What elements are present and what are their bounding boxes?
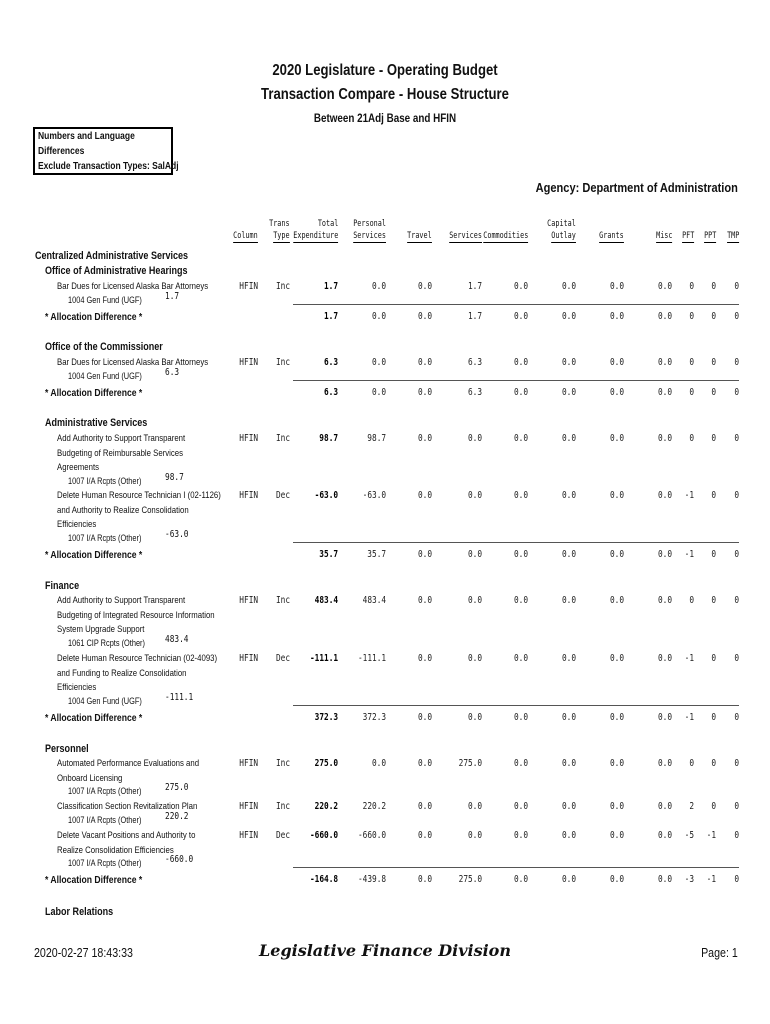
amount-cell: 0 (734, 758, 739, 769)
amount-cell: 0.0 (657, 357, 672, 368)
fund-amount: 98.7 (165, 471, 184, 483)
amount-cell: 0.0 (609, 595, 624, 606)
total-rule (293, 380, 739, 381)
column-value: HFIN (239, 653, 258, 664)
amount-cell: 0 (711, 281, 716, 292)
amount-cell: 0.0 (371, 311, 386, 322)
amount-cell: 0 (734, 549, 739, 560)
allocation-title: Administrative Services (45, 417, 148, 429)
report-title: 2020 Legislature - Operating Budget (272, 62, 498, 79)
trans-type-value: Inc (275, 357, 290, 368)
amount-cell: 0.0 (561, 490, 576, 501)
amount-cell: 0.0 (657, 490, 672, 501)
note-line: Exclude Transaction Types: SalAdj (38, 161, 179, 172)
fund-amount: -63.0 (165, 528, 189, 540)
fund-source: 1007 I/A Rcpts (Other) (68, 858, 142, 868)
transaction-description: Efficiencies (57, 682, 97, 693)
amount-cell: 0 (734, 801, 739, 812)
amount-cell: 0 (734, 874, 739, 885)
amount-cell: -660.0 (357, 830, 386, 841)
allocation-title: Office of the Commissioner (45, 341, 163, 353)
amount-cell: 220.2 (362, 801, 386, 812)
amount-cell: -439.8 (357, 874, 386, 885)
col-header-ppt: PPT (703, 231, 716, 241)
page-number: Page: 1 (701, 945, 738, 960)
filter-notes-box (33, 127, 179, 175)
amount-cell: 0 (734, 830, 739, 841)
amount-cell: -5 (684, 830, 694, 841)
transaction-description: Realize Consolidation Efficiencies (57, 844, 174, 856)
amount-cell: 0.0 (561, 357, 576, 368)
amount-cell: 0.0 (513, 281, 528, 292)
amount-cell: 0.0 (467, 490, 482, 501)
amount-cell: 0 (689, 311, 694, 322)
amount-cell: 0.0 (513, 357, 528, 368)
amount-cell: 0.0 (657, 311, 672, 322)
amount-cell: 35.7 (367, 549, 386, 560)
allocation-title: Finance (45, 580, 80, 592)
amount-cell: 0.0 (417, 490, 432, 501)
amount-cell: 0.0 (513, 874, 528, 885)
amount-cell: 0.0 (513, 490, 528, 501)
amount-cell: 0 (734, 653, 739, 664)
trans-type-value: Inc (275, 801, 290, 812)
amount-cell: -63.0 (362, 490, 386, 501)
amount-cell: -1 (684, 490, 694, 501)
total-expenditure-value: -164.8 (309, 874, 338, 885)
amount-cell: 0.0 (513, 549, 528, 560)
amount-cell: 0.0 (467, 712, 482, 723)
total-expenditure-value: 35.7 (319, 549, 338, 560)
amount-cell: 0.0 (513, 311, 528, 322)
report-comparison: Between 21Adj Base and HFIN (313, 111, 457, 125)
col-header-tmp: TMP (726, 231, 739, 241)
amount-cell: 0 (734, 387, 739, 398)
amount-cell: 6.3 (467, 357, 482, 368)
fund-amount: 6.3 (165, 366, 180, 378)
amount-cell: 0.0 (417, 801, 432, 812)
amount-cell: 0 (711, 653, 716, 664)
allocation-difference-label: * Allocation Difference * (45, 311, 143, 323)
col-header-total: Total Expenditure (292, 219, 338, 241)
amount-cell: 0 (734, 712, 739, 723)
transaction-description: Delete Human Resource Technician I (02-1126) (57, 490, 221, 501)
amount-cell: 0.0 (609, 311, 624, 322)
transaction-description: Bar Dues for Licensed Alaska Bar Attorneys (57, 281, 209, 292)
amount-cell: -1 (684, 549, 694, 560)
col-header-pft: PFT (681, 231, 694, 241)
col-header-trans-type: Trans Type (269, 219, 290, 241)
amount-cell: 0 (711, 549, 716, 560)
trans-type-value: Dec (275, 653, 290, 664)
amount-cell: 0.0 (417, 311, 432, 322)
transaction-description: Bar Dues for Licensed Alaska Bar Attorneys (57, 357, 209, 368)
amount-cell: 0.0 (657, 653, 672, 664)
amount-cell: 98.7 (367, 433, 386, 444)
amount-cell: 0.0 (609, 281, 624, 292)
amount-cell: 0.0 (609, 357, 624, 368)
note-line: Differences (38, 146, 85, 157)
transaction-description: Add Authority to Support Transparent (57, 433, 186, 444)
amount-cell: 275.0 (458, 874, 482, 885)
fund-amount: 275.0 (165, 782, 189, 793)
amount-cell: 0.0 (657, 387, 672, 398)
amount-cell: 0 (711, 712, 716, 723)
amount-cell: 1.7 (467, 281, 482, 292)
col-header-capital-outlay: Capital Outlay (547, 219, 576, 241)
transaction-description: and Funding to Realize Consolidation (57, 667, 187, 679)
col-header-travel: Travel (407, 231, 432, 241)
division-signature: Legislative Finance Division (259, 941, 511, 960)
trans-type-value: Dec (275, 830, 290, 841)
amount-cell: -1 (706, 830, 716, 841)
amount-cell: 0 (689, 433, 694, 444)
amount-cell: 0 (734, 433, 739, 444)
column-value: HFIN (239, 595, 258, 606)
amount-cell: 0.0 (467, 653, 482, 664)
amount-cell: 0.0 (467, 549, 482, 560)
amount-cell: 0 (711, 357, 716, 368)
transaction-description: Budgeting of Integrated Resource Information (57, 609, 215, 621)
col-header-commodities: Commodities (482, 231, 528, 241)
amount-cell: 0.0 (513, 801, 528, 812)
amount-cell: 0 (734, 311, 739, 322)
amount-cell: 0 (711, 595, 716, 606)
fund-source: 1004 Gen Fund (UGF) (68, 695, 142, 706)
fund-source: 1007 I/A Rcpts (Other) (68, 786, 142, 796)
amount-cell: 0.0 (561, 712, 576, 723)
amount-cell: 0.0 (417, 387, 432, 398)
fund-amount: 483.4 (165, 633, 189, 645)
allocation-title: Office of Administrative Hearings (45, 265, 188, 277)
col-header-personal-services: Personal Services (353, 219, 386, 241)
fund-source: 1061 CIP Rcpts (Other) (68, 637, 145, 648)
total-expenditure-value: -63.0 (314, 490, 338, 501)
amount-cell: 0.0 (561, 874, 576, 885)
amount-cell: 0.0 (417, 433, 432, 444)
note-line: Numbers and Language (38, 131, 135, 142)
amount-cell: 0.0 (371, 281, 386, 292)
transaction-description: Delete Vacant Positions and Authority to (57, 830, 196, 841)
total-expenditure-value: 98.7 (319, 433, 338, 444)
col-header-misc: Misc (655, 231, 672, 241)
amount-cell: 0.0 (561, 801, 576, 812)
amount-cell: -1 (684, 712, 694, 723)
column-value: HFIN (239, 830, 258, 841)
amount-cell: 0.0 (609, 490, 624, 501)
amount-cell: 0.0 (657, 549, 672, 560)
amount-cell: 0 (734, 490, 739, 501)
fund-amount: -660.0 (165, 854, 194, 865)
amount-cell: -1 (706, 874, 716, 885)
col-header-grants: Grants (599, 231, 624, 241)
amount-cell: 0.0 (609, 653, 624, 664)
amount-cell: 0.0 (417, 281, 432, 292)
trans-type-value: Inc (275, 281, 290, 292)
amount-cell: -111.1 (357, 653, 386, 664)
total-rule (293, 542, 739, 543)
amount-cell: 0.0 (657, 874, 672, 885)
transaction-description: Automated Performance Evaluations and (57, 758, 200, 769)
total-expenditure-value: -660.0 (309, 830, 338, 841)
allocation-title: Labor Relations (45, 906, 114, 918)
amount-cell: 0 (711, 433, 716, 444)
amount-cell: 0.0 (513, 595, 528, 606)
total-rule (293, 705, 739, 706)
allocation-difference-label: * Allocation Difference * (45, 874, 143, 886)
total-rule (293, 867, 739, 868)
amount-cell: 0.0 (561, 281, 576, 292)
transaction-description: Add Authority to Support Transparent (57, 595, 186, 606)
amount-cell: 0.0 (371, 758, 386, 769)
amount-cell: 2 (689, 801, 694, 812)
amount-cell: 0.0 (561, 387, 576, 398)
amount-cell: 0 (711, 387, 716, 398)
amount-cell: 275.0 (458, 758, 482, 769)
amount-cell: 0.0 (561, 311, 576, 322)
amount-cell: 0 (734, 357, 739, 368)
transaction-description: Efficiencies (57, 519, 97, 530)
amount-cell: 0.0 (417, 549, 432, 560)
amount-cell: 0.0 (609, 549, 624, 560)
amount-cell: 0.0 (467, 433, 482, 444)
transaction-description: Classification Section Revitalization Plan (57, 801, 198, 812)
amount-cell: 0.0 (657, 712, 672, 723)
amount-cell: 0.0 (657, 595, 672, 606)
amount-cell: 0.0 (371, 357, 386, 368)
column-value: HFIN (239, 801, 258, 812)
trans-type-value: Dec (275, 490, 290, 501)
amount-cell: 372.3 (362, 712, 386, 723)
amount-cell: 0.0 (609, 712, 624, 723)
amount-cell: 0.0 (467, 801, 482, 812)
amount-cell: 0.0 (609, 874, 624, 885)
transaction-description: System Upgrade Support (57, 624, 145, 635)
amount-cell: 0.0 (657, 433, 672, 444)
amount-cell: 0.0 (561, 595, 576, 606)
amount-cell: 0 (689, 387, 694, 398)
report-subtitle: Transaction Compare - House Structure (261, 86, 509, 103)
amount-cell: 0.0 (467, 830, 482, 841)
amount-cell: 0.0 (417, 595, 432, 606)
amount-cell: 0.0 (513, 387, 528, 398)
amount-cell: -3 (684, 874, 694, 885)
transaction-description: Delete Human Resource Technician (02-4093) (57, 653, 218, 664)
amount-cell: 0.0 (561, 758, 576, 769)
transaction-description: and Authority to Realize Consolidation (57, 504, 189, 516)
amount-cell: 0.0 (371, 387, 386, 398)
column-value: HFIN (239, 281, 258, 292)
trans-type-value: Inc (275, 758, 290, 769)
total-expenditure-value: 483.4 (314, 595, 338, 606)
amount-cell: 0.0 (513, 433, 528, 444)
amount-cell: 0.0 (609, 387, 624, 398)
column-value: HFIN (239, 357, 258, 368)
total-expenditure-value: -111.1 (309, 653, 338, 664)
fund-source: 1007 I/A Rcpts (Other) (68, 532, 142, 543)
fund-amount: -111.1 (165, 691, 194, 703)
amount-cell: 0.0 (609, 758, 624, 769)
allocation-difference-label: * Allocation Difference * (45, 712, 143, 724)
allocation-title: Personnel (45, 743, 89, 755)
amount-cell: 6.3 (467, 387, 482, 398)
amount-cell: 0.0 (657, 758, 672, 769)
amount-cell: 0 (734, 595, 739, 606)
amount-cell: 0.0 (609, 433, 624, 444)
total-expenditure-value: 372.3 (314, 712, 338, 723)
fund-source: 1004 Gen Fund (UGF) (68, 370, 142, 381)
amount-cell: 0 (711, 490, 716, 501)
fund-source: 1004 Gen Fund (UGF) (68, 294, 142, 305)
amount-cell: -1 (684, 653, 694, 664)
total-expenditure-value: 220.2 (314, 801, 338, 812)
transaction-description: Budgeting of Reimbursable Services (57, 447, 184, 459)
allocation-difference-label: * Allocation Difference * (45, 387, 143, 399)
amount-cell: 0 (689, 595, 694, 606)
total-expenditure-value: 6.3 (323, 387, 338, 398)
col-header-column: Column (233, 231, 258, 241)
amount-cell: 0 (711, 758, 716, 769)
amount-cell: 0.0 (513, 758, 528, 769)
amount-cell: 0.0 (561, 433, 576, 444)
column-value: HFIN (239, 490, 258, 501)
amount-cell: 1.7 (467, 311, 482, 322)
amount-cell: 0.0 (657, 801, 672, 812)
amount-cell: 0.0 (467, 595, 482, 606)
amount-cell: 0 (734, 281, 739, 292)
fund-amount: 1.7 (165, 290, 180, 302)
trans-type-value: Inc (275, 433, 290, 444)
total-expenditure-value: 275.0 (314, 758, 338, 769)
total-expenditure-value: 1.7 (323, 281, 338, 292)
amount-cell: 0.0 (417, 874, 432, 885)
amount-cell: 0 (689, 281, 694, 292)
total-rule (293, 304, 739, 305)
amount-cell: 0.0 (609, 801, 624, 812)
amount-cell: 0 (711, 801, 716, 812)
amount-cell: 0.0 (513, 653, 528, 664)
column-value: HFIN (239, 433, 258, 444)
fund-source: 1007 I/A Rcpts (Other) (68, 475, 142, 486)
print-timestamp: 2020-02-27 18:43:33 (34, 945, 133, 960)
fund-source: 1007 I/A Rcpts (Other) (68, 814, 142, 825)
amount-cell: 0 (689, 357, 694, 368)
allocation-difference-label: * Allocation Difference * (45, 549, 143, 561)
col-header-services: Services (449, 231, 482, 241)
amount-cell: 0.0 (657, 830, 672, 841)
total-expenditure-value: 1.7 (323, 311, 338, 322)
agency-label: Agency: Department of Administration (535, 180, 738, 195)
amount-cell: 0.0 (417, 653, 432, 664)
column-value: HFIN (239, 758, 258, 769)
amount-cell: 0 (689, 758, 694, 769)
trans-type-value: Inc (275, 595, 290, 606)
transaction-description: Onboard Licensing (57, 772, 123, 784)
amount-cell: 483.4 (362, 595, 386, 606)
amount-cell: 0.0 (417, 712, 432, 723)
fund-amount: 220.2 (165, 810, 189, 822)
amount-cell: 0.0 (609, 830, 624, 841)
amount-cell: 0.0 (513, 830, 528, 841)
amount-cell: 0.0 (561, 653, 576, 664)
amount-cell: 0 (711, 311, 716, 322)
amount-cell: 0.0 (561, 830, 576, 841)
total-expenditure-value: 6.3 (323, 357, 338, 368)
section-title: Centralized Administrative Services (35, 250, 189, 262)
amount-cell: 0.0 (561, 549, 576, 560)
amount-cell: 0.0 (417, 357, 432, 368)
amount-cell: 0.0 (417, 830, 432, 841)
transaction-description: Agreements (57, 462, 100, 473)
amount-cell: 0.0 (417, 758, 432, 769)
amount-cell: 0.0 (657, 281, 672, 292)
amount-cell: 0.0 (513, 712, 528, 723)
